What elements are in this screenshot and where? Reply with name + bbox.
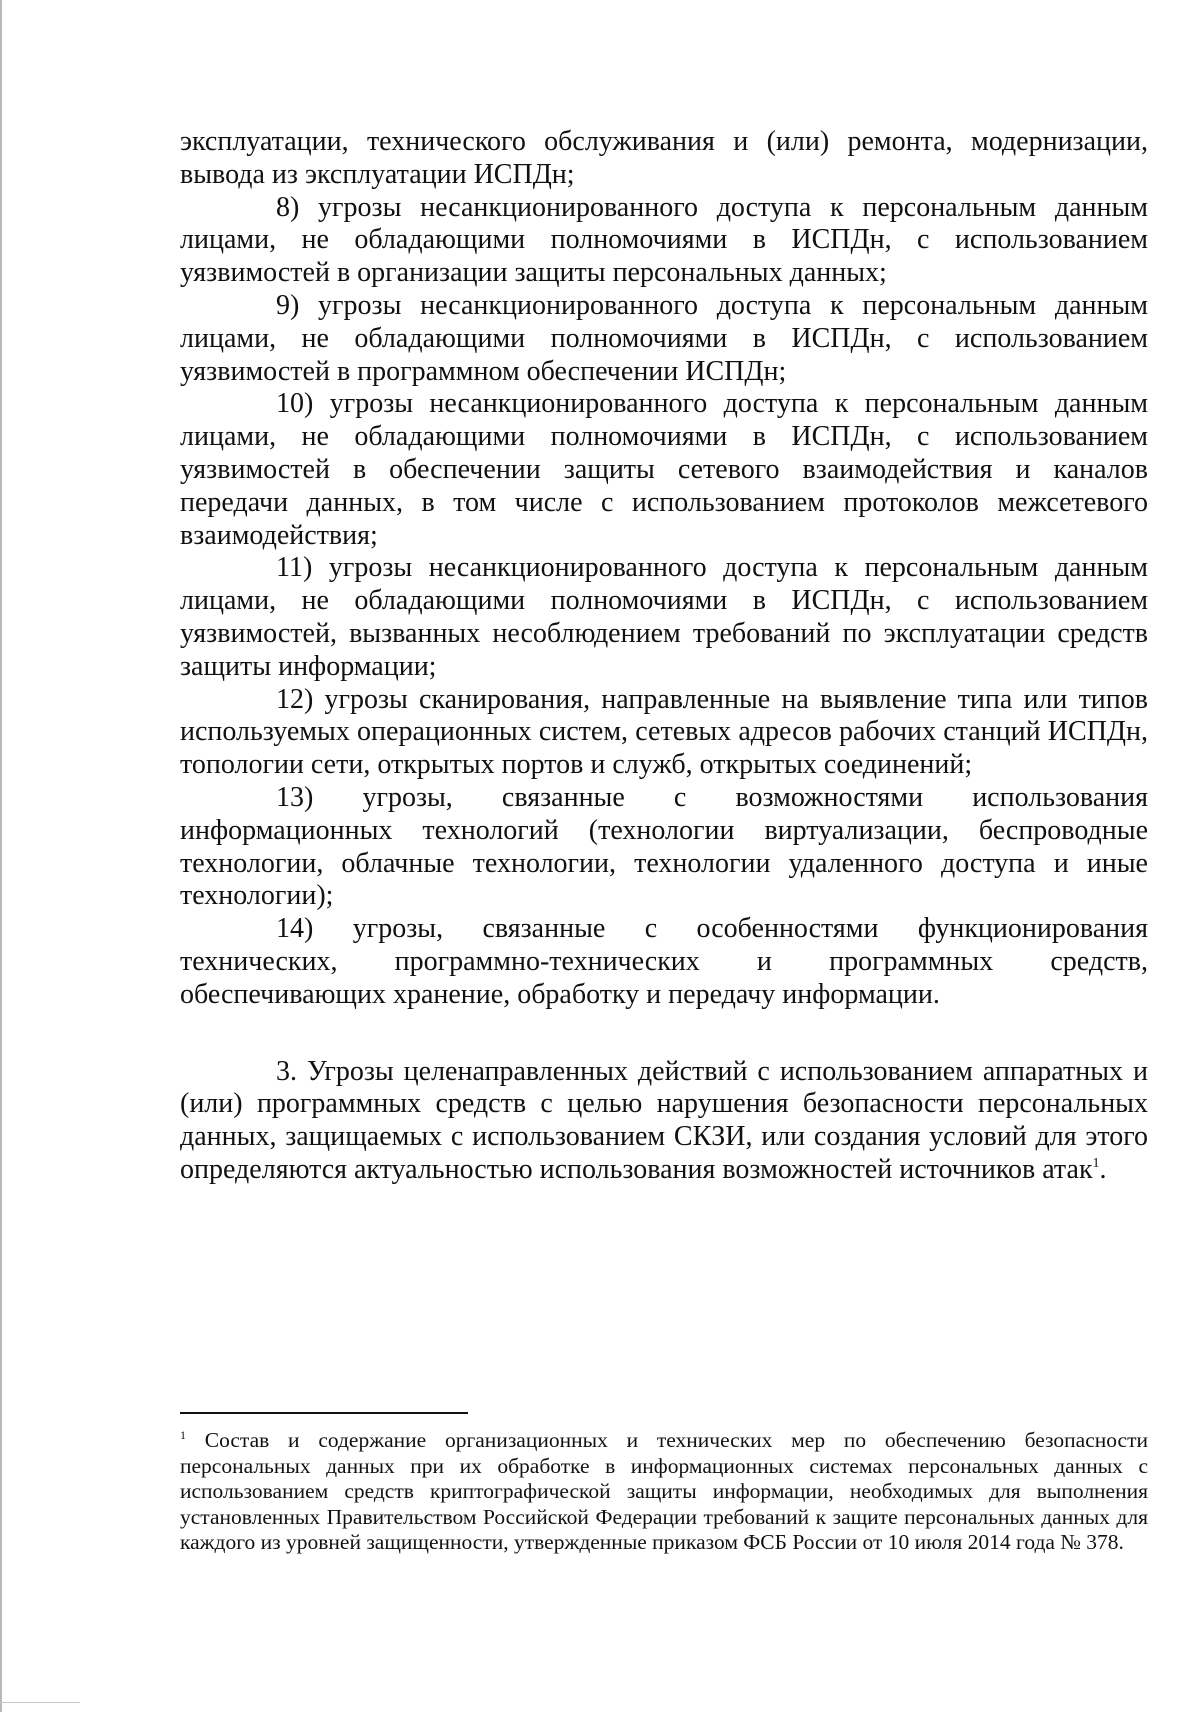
list-item-12 (180, 684, 1148, 782)
section-3-tail: . (1099, 1153, 1107, 1185)
item-number: 8) (276, 191, 300, 223)
item-number: 14) (276, 913, 314, 945)
section-3-text: 3. Угрозы целенаправленных действий с использованием аппаратных и (или) программных средств с целью нарушения безопасности персональных данных, защищаемых с использованием СКЗИ, или создания условий для этого определяются актуальностью использования возможностей источников атак (180, 1055, 1148, 1185)
footnote (180, 1428, 1148, 1556)
item-text: угрозы сканирования, направленные на выявление типа или типов используемых операционных систем, сетевых адресов рабочих станций ИСПДн, топологии сети, открытых портов и служб, открытых соединений; (180, 683, 1148, 781)
item-number: 12) (276, 683, 314, 715)
item-number: 9) (276, 289, 300, 321)
list-item-8 (180, 192, 1148, 290)
list-item-11 (180, 552, 1148, 683)
list-item-13 (180, 782, 1148, 913)
continuation-paragraph: эксплуатации, технического обслуживания и (или) ремонта, модернизации, вывода из эксплуатации ИСПДн; (180, 126, 1148, 190)
list-item-10 (180, 388, 1148, 552)
list-item-14 (180, 913, 1148, 1011)
item-text: угрозы несанкционированного доступа к персональным данным лицами, не обладающими полномочиями в ИСПДн, с использованием уязвимостей в программном обеспечении ИСПДн; (180, 289, 1148, 387)
item-number: 13) (276, 781, 314, 813)
footnote-divider (180, 1412, 468, 1414)
item-text: угрозы несанкционированного доступа к персональным данным лицами, не обладающими полномочиями в ИСПДн, с использованием уязвимостей, вызванных несоблюдением требований по эксплуатации средств защиты информации; (180, 552, 1148, 682)
scan-bottom-mark (0, 1702, 80, 1703)
scan-left-edge (0, 0, 2, 1712)
item-text: угрозы несанкционированного доступа к персональным данным лицами, не обладающими полномочиями в ИСПДн, с использованием уязвимостей в организации защиты персональных данных; (180, 191, 1148, 289)
item-text: угрозы несанкционированного доступа к персональным данным лицами, не обладающими полномочиями в ИСПДн, с использованием уязвимостей в обеспечении защиты сетевого взаимодействия и каналов передачи данных, в том числе с использованием протоколов межсетевого взаимодействия; (180, 388, 1148, 551)
item-number: 11) (276, 552, 313, 584)
item-number: 10) (276, 388, 314, 420)
document-body (180, 126, 1148, 1187)
section-3-paragraph (180, 1056, 1148, 1187)
footnote-reference: 1 (1092, 1155, 1100, 1171)
footnote-text: Состав и содержание организационных и технических мер по обеспечению безопасности персональных данных при их обработке в информационных системах персональных данных с использованием средств криптографической защиты информации, необходимых для выполнения установленных Правительством Российской Федерации требований к защите персональных данных для каждого из уровней защищенности, утвержденные приказом ФСБ России от 10 июля 2014 года № 378. (180, 1428, 1148, 1554)
item-text: угрозы, связанные с возможностями использования информационных технологий (технологии виртуализации, беспроводные технологии, облачные технологии, технологии удаленного доступа и иные технологии); (180, 781, 1148, 912)
footnote-marker: 1 (180, 1428, 186, 1442)
item-text: угрозы, связанные с особенностями функционирования технических, программно-технических и программных средств, обеспечивающих хранение, обработку и передачу информации. (180, 913, 1148, 1010)
list-item-9 (180, 290, 1148, 388)
